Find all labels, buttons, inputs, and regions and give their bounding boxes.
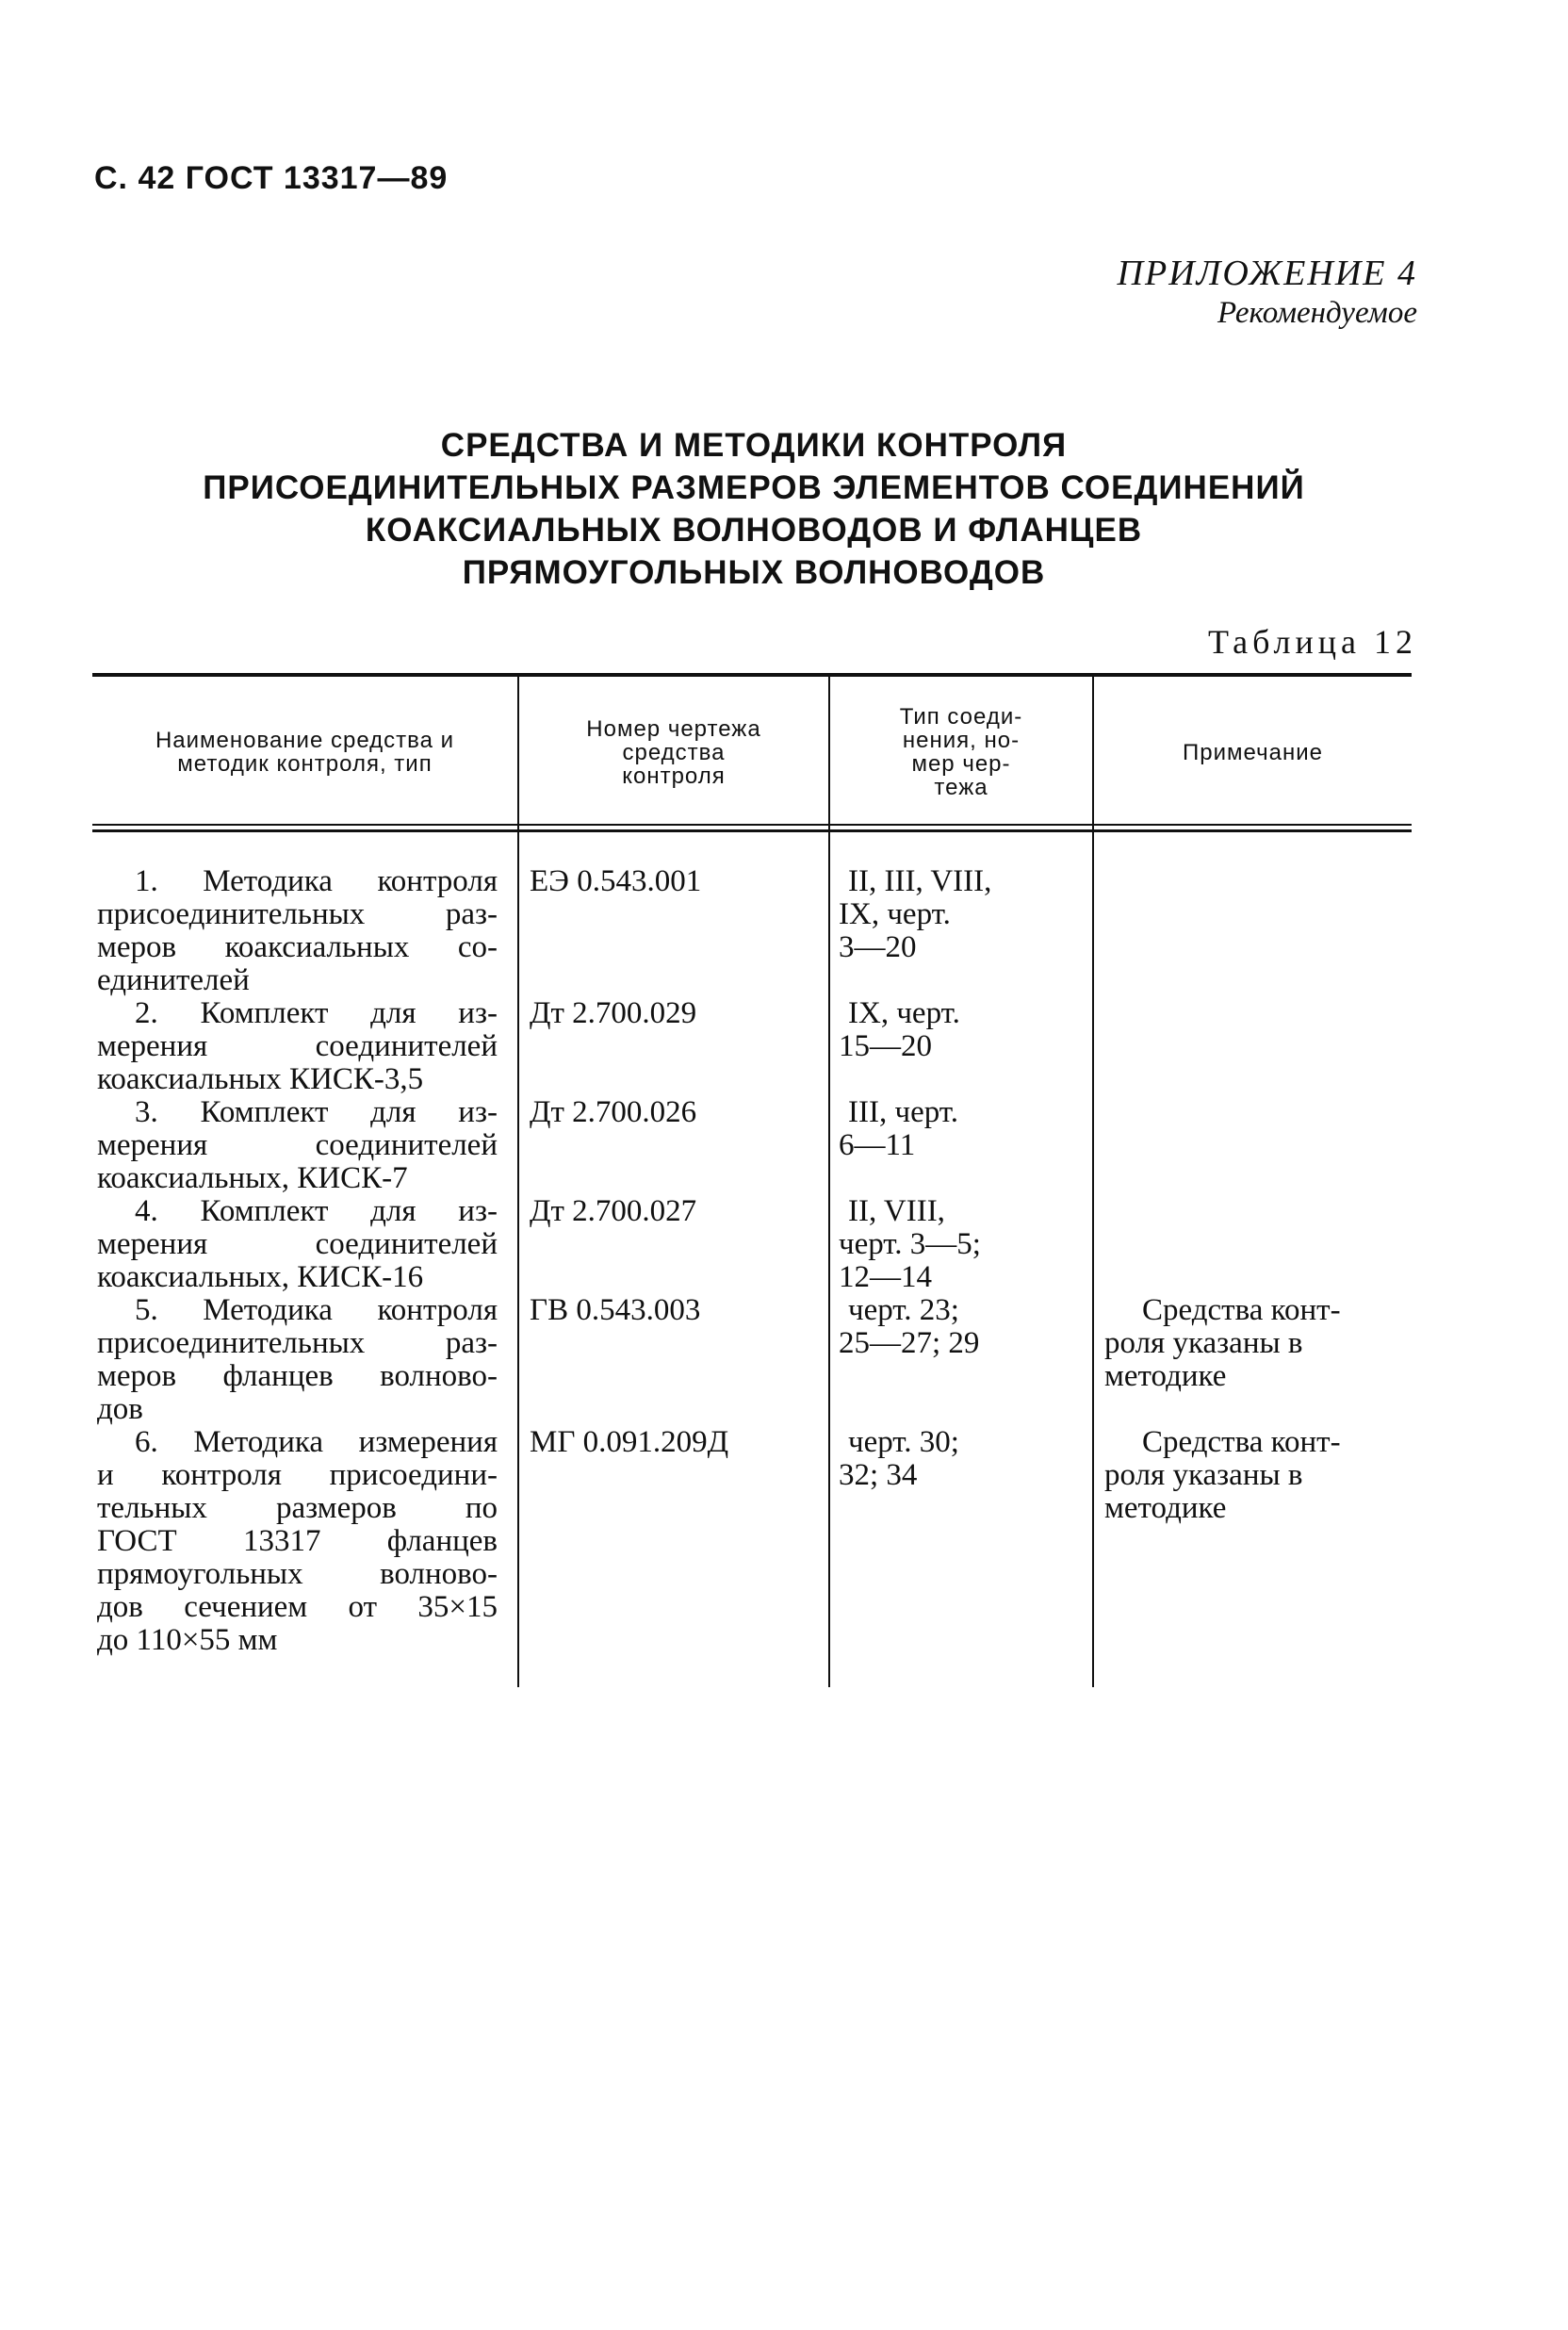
column-divider <box>828 677 830 1687</box>
table-top-rule <box>92 673 1412 677</box>
row-3-drawing: Дт 2.700.026 <box>530 1095 697 1129</box>
title-line: ПРИСОЕДИНИТЕЛЬНЫХ РАЗМЕРОВ ЭЛЕМЕНТОВ СОЕДИНЕНИЙ <box>203 469 1305 506</box>
row-4-drawing: Дт 2.700.027 <box>530 1194 697 1228</box>
row-6-note: Средства конт- роля указаны в методике <box>1104 1425 1341 1525</box>
row-3-type: III, черт. 6—11 <box>839 1095 958 1162</box>
appendix-label: ПРИЛОЖЕНИЕ 4 <box>1117 254 1417 293</box>
row-3-name: 3. Комплект для из- мерения соединителей коаксиальных, КИСК-7 <box>97 1095 498 1195</box>
row-2-type: IX, черт. 15—20 <box>839 996 960 1063</box>
page-header: С. 42 ГОСТ 13317—89 <box>94 160 449 196</box>
row-2-name: 2. Комплект для из- мерения соединителей коаксиальных КИСК-3,5 <box>97 996 498 1096</box>
row-6-drawing: МГ 0.091.209Д <box>530 1425 729 1459</box>
document-title <box>94 424 1413 594</box>
header-bottom-rule <box>92 824 1412 826</box>
row-5-name: 5. Методика контроля присоединительных раз- меров фланцев волново- дов <box>97 1293 498 1426</box>
header-type: Тип соеди- нения, но- мер чер- тежа <box>899 704 1023 800</box>
column-divider <box>517 677 519 1687</box>
row-4-name: 4. Комплект для из- мерения соединителей коаксиальных, КИСК-16 <box>97 1194 498 1294</box>
title-line: СРЕДСТВА И МЕТОДИКИ КОНТРОЛЯ <box>440 427 1068 464</box>
header-drawing: Номер чертежа средства контроля <box>586 715 761 789</box>
row-5-note: Средства конт- роля указаны в методике <box>1104 1293 1341 1393</box>
row-1-drawing: ЕЭ 0.543.001 <box>530 864 702 898</box>
row-6-name: 6. Методика измерения и контроля присоедини- тельных размеров по ГОСТ 13317 фланцев прямоугольных волново- дов сечением от 35×15 до 110×55 мм <box>97 1425 498 1657</box>
table-label: Таблица 12 <box>1208 623 1417 661</box>
row-5-type: черт. 23; 25—27; 29 <box>839 1293 980 1360</box>
column-divider <box>1092 677 1094 1687</box>
row-1-type: II, III, VIII, IX, черт. 3—20 <box>839 864 992 964</box>
appendix-status: Рекомендуемое <box>1217 296 1417 330</box>
title-line: КОАКСИАЛЬНЫХ ВОЛНОВОДОВ И ФЛАНЦЕВ <box>365 512 1143 549</box>
appendix-block <box>1118 253 1417 331</box>
title-line: ПРЯМОУГОЛЬНЫХ ВОЛНОВОДОВ <box>462 554 1046 591</box>
header-bottom-rule <box>92 829 1412 832</box>
row-6-type: черт. 30; 32; 34 <box>839 1425 959 1492</box>
header-name: Наименование средства и методик контроля, тип <box>155 728 455 777</box>
row-2-drawing: Дт 2.700.029 <box>530 996 697 1030</box>
row-5-drawing: ГВ 0.543.003 <box>530 1293 701 1327</box>
row-1-name: 1. Методика контроля присоединительных раз- меров коаксиальных со- единителей <box>97 864 498 997</box>
row-4-type: II, VIII, черт. 3—5; 12—14 <box>839 1194 981 1294</box>
header-note: Примечание <box>1183 739 1323 765</box>
